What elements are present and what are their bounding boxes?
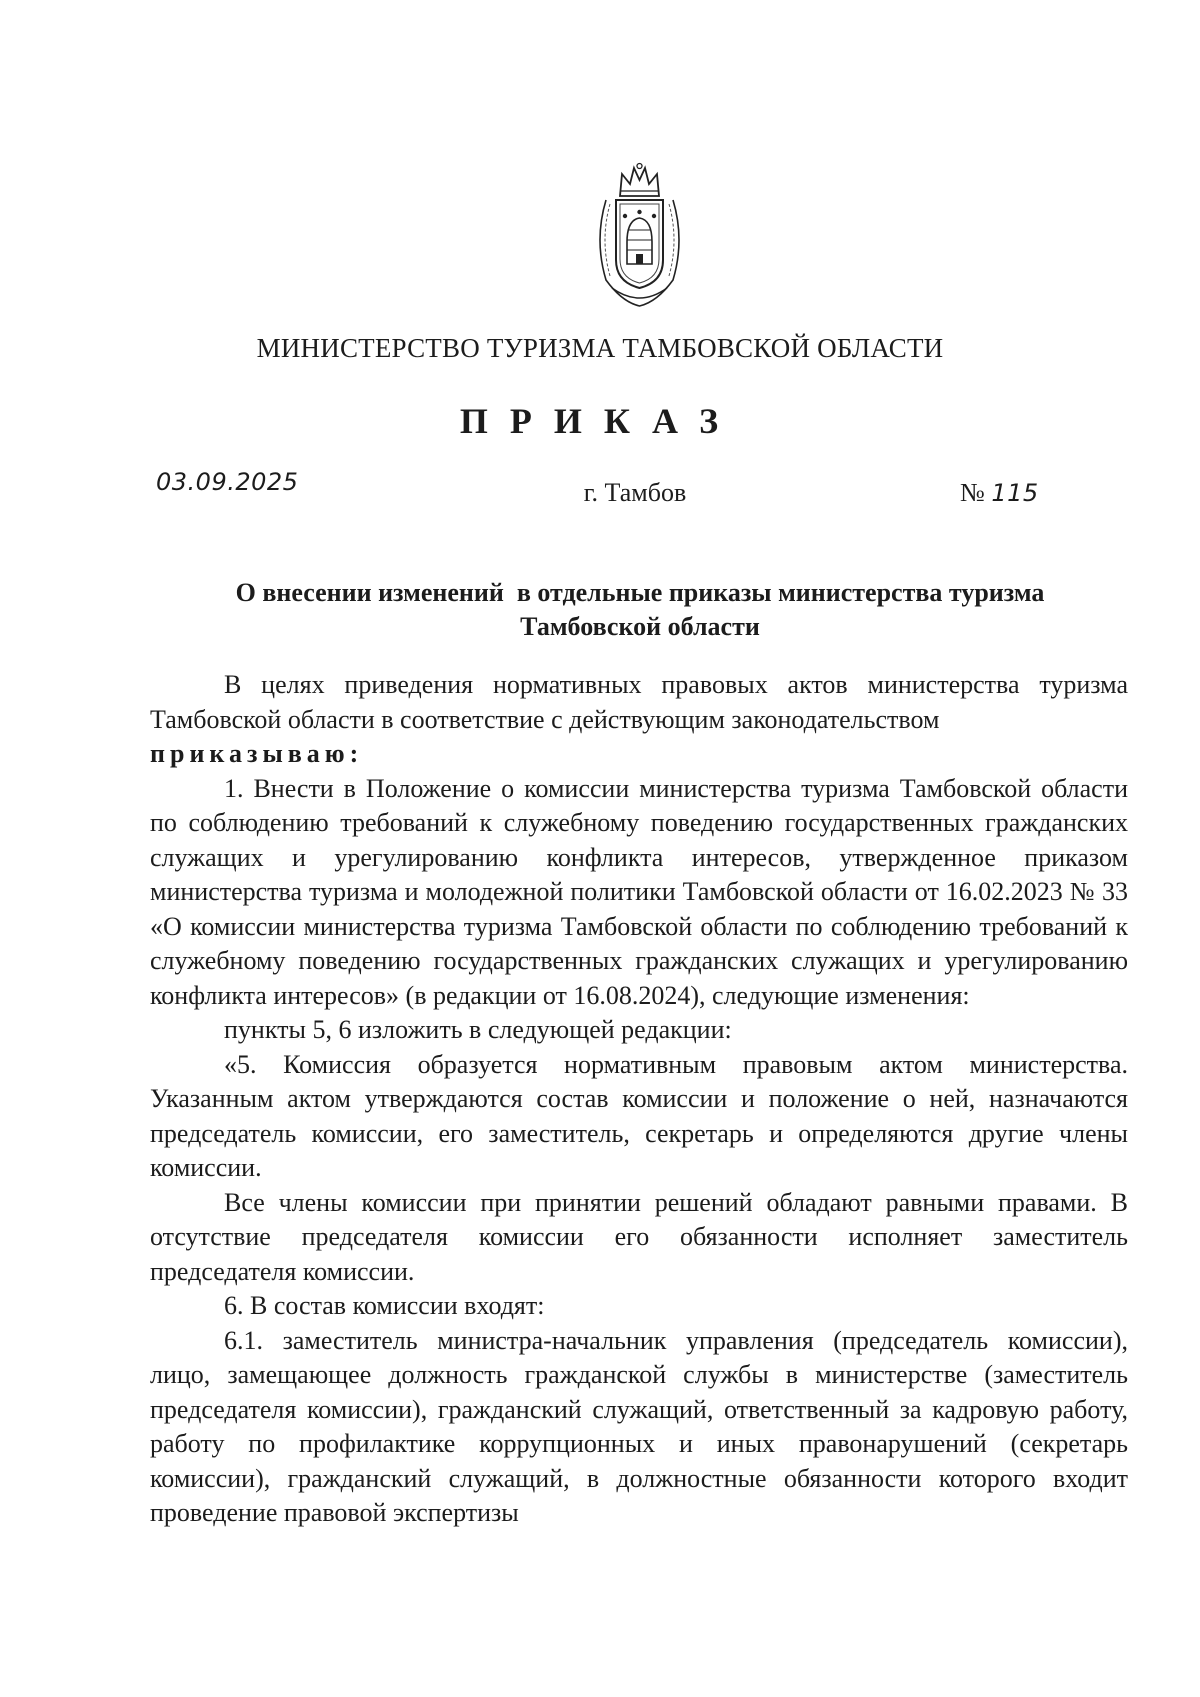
document-type-title: ПРИКАЗ <box>459 401 741 441</box>
number-label: № <box>960 478 985 507</box>
document-subject <box>150 576 1130 644</box>
paragraph-item-6-1: 6.1. заместитель министра-начальник управления (председатель комиссии), лицо, замещающее должность гражданской службы в министерстве (заместитель председателя комиссии), гражданский служащий, ответственный за кадровую работу, работу по профилактике коррупционных и иных правонарушений (секретарь комиссии), гражданский служащий, в должностные обязанности которого входит проведение правовой экспертизы <box>150 1325 1128 1527</box>
ministry-name: МИНИСТЕРСТВО ТУРИЗМА ТАМБОВСКОЙ ОБЛАСТИ <box>256 333 944 363</box>
paragraph-item-5: «5. Комиссия образуется нормативным правовым актом министерства. Указанным актом утверждаются состав комиссии и положение о ней, назначаются председатель комиссии, его заместитель, секретарь и определяются другие члены комиссии. <box>150 1049 1128 1182</box>
document-date: 03.09.2025 <box>156 468 299 496</box>
document-city: г. Тамбов <box>583 478 687 507</box>
command-word-line <box>150 737 1128 772</box>
paragraph-item-1: 1. Внести в Положение о комиссии министерства туризма Тамбовской области по соблюдению требований к служебному поведению государственных гражданских служащих и урегулированию конфликта интересов, утвержденное приказом министерства туризма и молодежной политики Тамбовской области от 16.02.2023 № 33 «О комиссии министерства туризма Тамбовской области по соблюдению требований к служебному поведению государственных гражданских служащих и урегулированию конфликта интересов» (в редакции от 16.08.2024), следующие изменения: <box>150 773 1128 1010</box>
subject-line-2: Тамбовской области <box>520 612 760 641</box>
paragraph-item-6: 6. В состав комиссии входят: <box>224 1291 545 1320</box>
number-value: 115 <box>991 479 1039 507</box>
paragraph-equal-rights: Все члены комиссии при принятии решений обладают равными правами. В отсутствие председателя комиссии его обязанности исполняет заместитель председателя комиссии. <box>150 1187 1128 1286</box>
document-body <box>150 668 1128 1531</box>
document-number <box>960 478 1039 508</box>
subject-line-1: О внесении изменений в отдельные приказы министерства туризма <box>235 578 1045 607</box>
paragraph-items-5-6: пункты 5, 6 изложить в следующей редакции: <box>224 1015 732 1044</box>
command-word: приказываю: <box>150 739 364 768</box>
coat-of-arms-icon <box>592 160 687 310</box>
paragraph-preamble: В целях приведения нормативных правовых актов министерства туризма Тамбовской области в соответствие с действующим законодательством <box>150 670 1128 734</box>
